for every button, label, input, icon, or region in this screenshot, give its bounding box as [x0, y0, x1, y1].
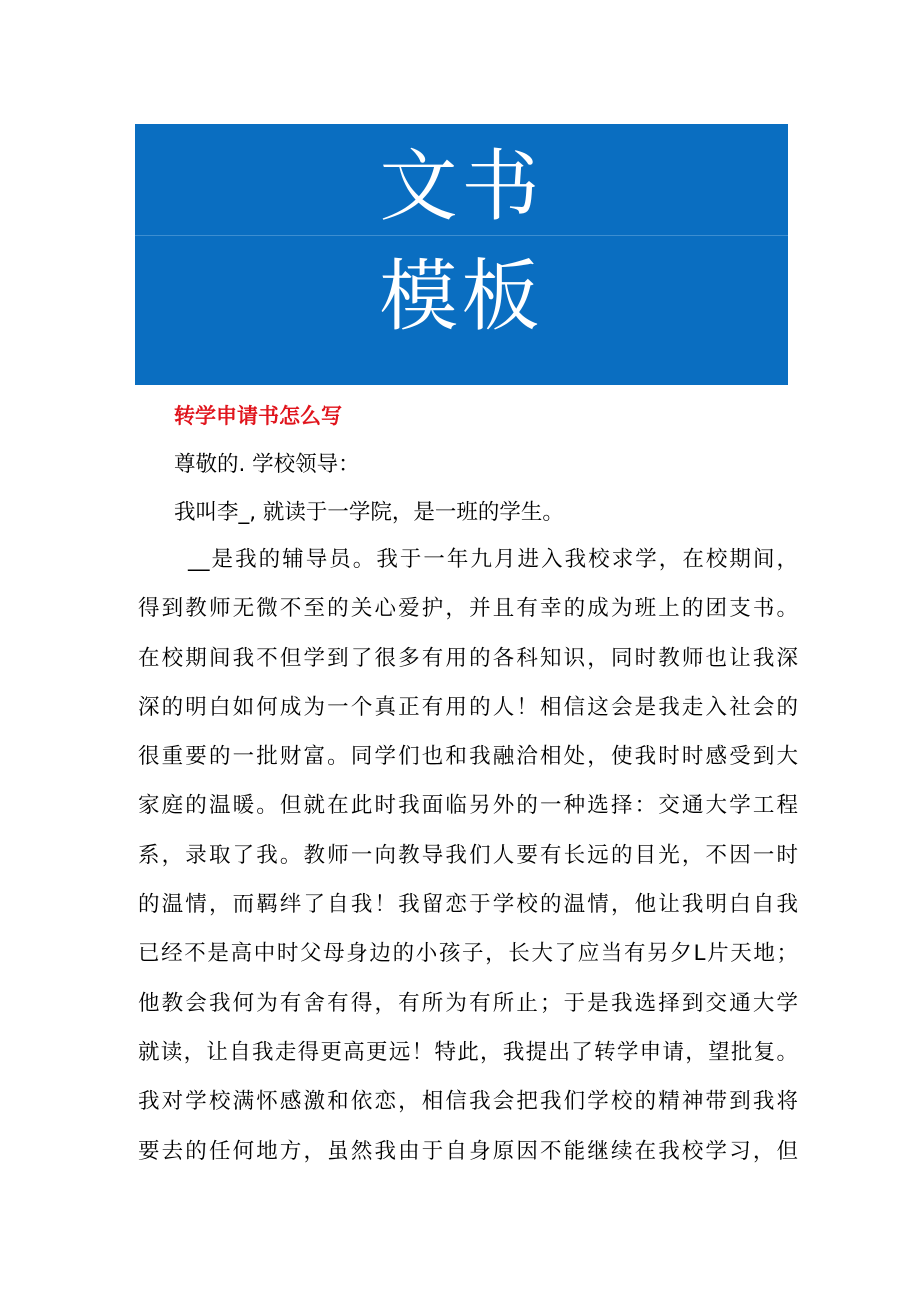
body-line: 就读，让自我走得更高更远！特此，我提出了转学申请，望批复。 [138, 1039, 798, 1065]
body-line: 的温情，而羁绊了自我！我留恋于学校的温情，他让我明白自我 [138, 892, 798, 918]
banner-divider [135, 235, 788, 236]
body-paragraph [138, 545, 798, 1186]
body-line: 深的明白如何成为一个真正有用的人！相信这会是我走入社会的 [138, 694, 798, 720]
document-title: 转学申请书怎么写 [174, 404, 342, 428]
banner-title-line-1: 文书 [379, 142, 544, 232]
body-line: 他教会我何为有舍有得，有所为有所止；于是我选择到交通大学 [138, 990, 798, 1016]
body-line: 得到教师无微不至的关心爱护，并且有幸的成为班上的团支书。 [138, 596, 798, 622]
cover-banner [135, 124, 788, 385]
body-line: 我对学校满怀感激和依恋，相信我会把我们学校的精神带到我将 [138, 1089, 798, 1115]
banner-title-line-2: 模板 [379, 252, 544, 342]
body-line: __是我的辅导员。我于一年九月进入我校求学，在校期间， [188, 547, 798, 572]
body-line: 已经不是高中时父母身边的小孩子，长大了应当有另夕L片天地； [138, 941, 798, 967]
body-line: 系，录取了我。教师一向教导我们人要有长远的目光，不因一时 [138, 842, 798, 868]
intro-paragraph: 我叫李_, 就读于一学院，是一班的学生。 [174, 500, 564, 525]
body-line: 要去的任何地方，虽然我由于自身原因不能继续在我校学习，但 [138, 1138, 798, 1164]
salutation: 尊敬的. 学校领导： [174, 452, 360, 477]
body-line: 很重要的一批财富。同学们也和我融洽相处，使我时时感受到大 [138, 744, 798, 770]
body-line: 在校期间我不但学到了很多有用的各科知识，同时教师也让我深 [138, 645, 798, 671]
body-line: 家庭的温暖。但就在此时我面临另外的一种选择：交通大学工程 [138, 793, 798, 819]
